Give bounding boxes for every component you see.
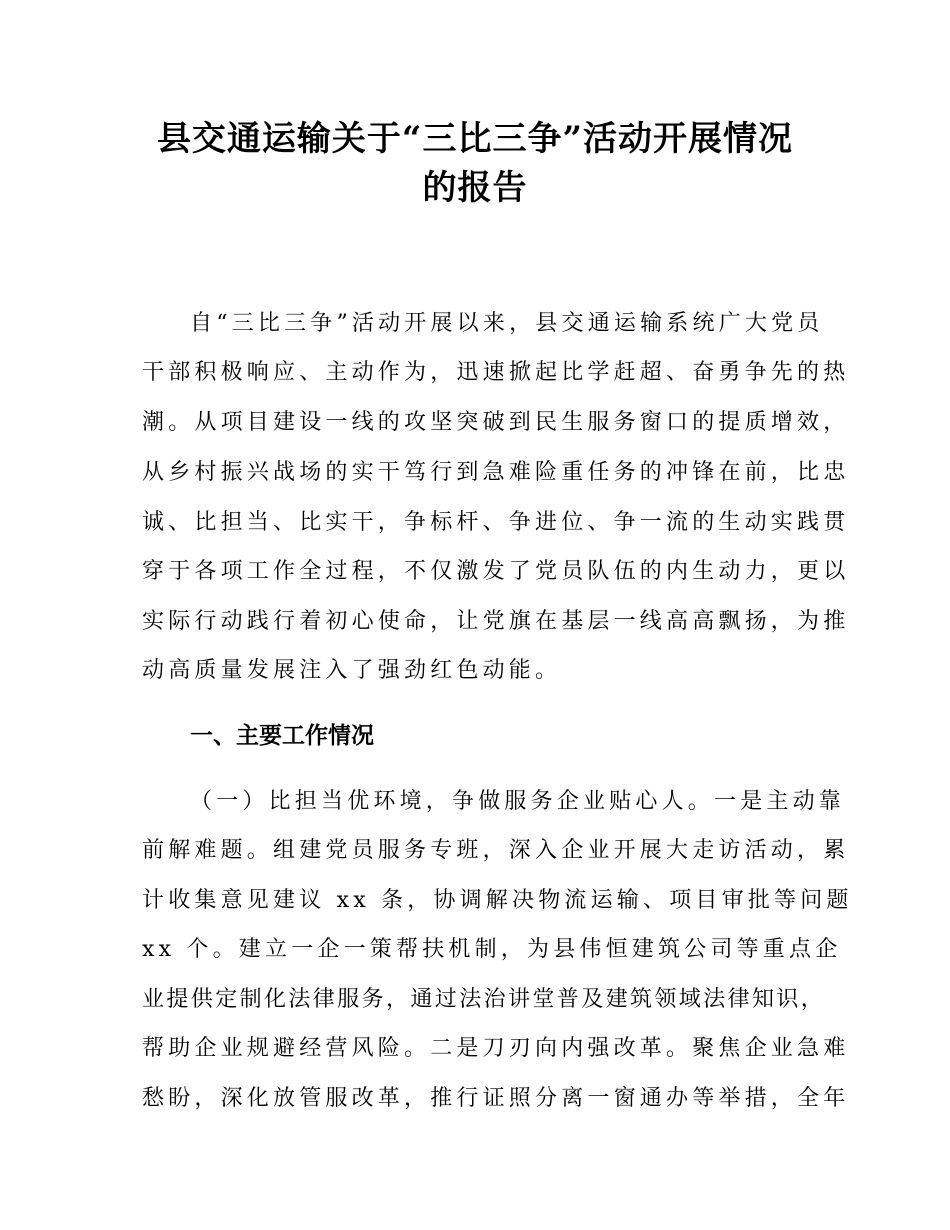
paragraph-line: xx 个。建立一企一策帮扶机制，为县伟恒建筑公司等重点企: [142, 937, 842, 962]
paragraph-line: 前解难题。组建党员服务专班，深入企业开展大走访活动，累: [142, 838, 850, 863]
paragraph-line: 愁盼，深化放管服改革，推行证照分离一窗通办等举措，全年: [142, 1086, 850, 1111]
paragraph-line: （一）比担当优环境，争做服务企业贴心人。一是主动靠: [190, 789, 846, 814]
paragraph-line: 穿于各项工作全过程，不仅激发了党员队伍的内生动力，更以: [142, 559, 850, 584]
paragraph-line: 干部积极响应、主动作为，迅速掀起比学赶超、奋勇争先的热: [142, 360, 850, 385]
paragraph-line: 实际行动践行着初心使命，让党旗在基层一线高高飘扬，为推: [142, 609, 850, 634]
paragraph-line: 从乡村振兴战场的实干笃行到急难险重任务的冲锋在前，比忠: [142, 460, 850, 485]
paragraph-line: 动高质量发展注入了强劲红色动能。: [142, 658, 562, 683]
paragraph-line: 潮。从项目建设一线的攻坚突破到民生服务窗口的提质增效，: [142, 410, 850, 435]
paragraph-line: 业提供定制化法律服务，通过法治讲堂普及建筑领域法律知识，: [142, 987, 826, 1012]
paragraph-line: 诚、比担当、比实干，争标杆、争进位、争一流的生动实践贯: [142, 510, 850, 535]
document-title-line-2: 的报告: [422, 168, 528, 208]
section-heading: 一、主要工作情况: [190, 723, 374, 749]
document-title-line-1: 县交通运输关于“三比三争”活动开展情况: [156, 119, 794, 159]
paragraph-line: 计收集意见建议 xx 条，协调解决物流运输、项目审批等问题: [142, 888, 853, 913]
paragraph-line: 帮助企业规避经营风险。二是刀刃向内强改革。聚焦企业急难: [142, 1036, 850, 1061]
paragraph-line: 自“三比三争”活动开展以来，县交通运输系统广大党员: [190, 311, 824, 336]
